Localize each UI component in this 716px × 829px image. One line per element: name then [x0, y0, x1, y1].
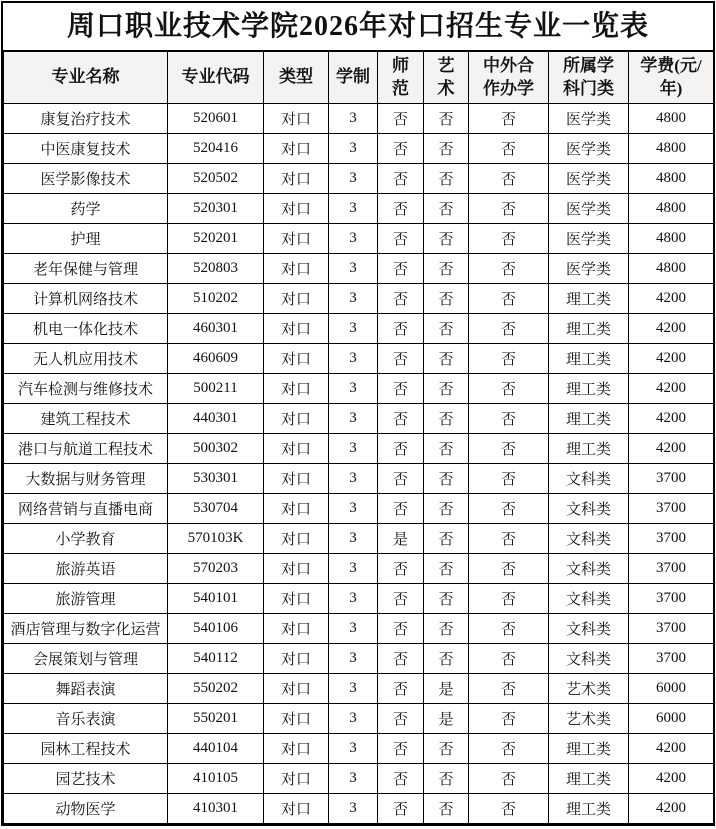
table-cell: 530301: [168, 464, 264, 494]
table-cell: 3: [329, 494, 378, 524]
table-cell: 否: [424, 164, 469, 194]
table-row: [4, 614, 714, 644]
column-header: 艺术: [424, 52, 469, 104]
table-cell: 文科类: [549, 494, 629, 524]
table-cell: 3700: [629, 464, 714, 494]
table-row: [4, 164, 714, 194]
table-cell: 否: [424, 464, 469, 494]
table-cell: 对口: [264, 644, 329, 674]
table-cell: 中医康复技术: [4, 134, 168, 164]
page-title: 周口职业技术学院2026年对口招生专业一览表: [3, 3, 713, 51]
table-cell: 无人机应用技术: [4, 344, 168, 374]
table-body: [4, 104, 714, 824]
table-cell: 小学教育: [4, 524, 168, 554]
table-row: [4, 134, 714, 164]
table-cell: 3700: [629, 614, 714, 644]
table-cell: 网络营销与直播电商: [4, 494, 168, 524]
table-cell: 3: [329, 794, 378, 824]
table-cell: 3: [329, 464, 378, 494]
table-cell: 否: [469, 134, 549, 164]
table-cell: 对口: [264, 794, 329, 824]
table-cell: 3: [329, 674, 378, 704]
table-cell: 3: [329, 134, 378, 164]
table-cell: 否: [378, 794, 424, 824]
column-header: 专业代码: [168, 52, 264, 104]
table-cell: 否: [424, 404, 469, 434]
table-cell: 4200: [629, 764, 714, 794]
table-cell: 理工类: [549, 284, 629, 314]
table-cell: 3: [329, 374, 378, 404]
table-cell: 否: [378, 614, 424, 644]
table-cell: 4200: [629, 344, 714, 374]
table-cell: 4200: [629, 734, 714, 764]
table-row: [4, 254, 714, 284]
table-cell: 舞蹈表演: [4, 674, 168, 704]
table-cell: 440104: [168, 734, 264, 764]
table-cell: 4800: [629, 194, 714, 224]
table-cell: 否: [469, 314, 549, 344]
table-cell: 3700: [629, 584, 714, 614]
table-cell: 对口: [264, 404, 329, 434]
table-cell: 对口: [264, 764, 329, 794]
table-cell: 4800: [629, 104, 714, 134]
table-cell: 否: [378, 194, 424, 224]
table-cell: 460609: [168, 344, 264, 374]
table-cell: 否: [378, 434, 424, 464]
table-cell: 570103K: [168, 524, 264, 554]
table-cell: 动物医学: [4, 794, 168, 824]
table-cell: 3: [329, 614, 378, 644]
table-cell: 520803: [168, 254, 264, 284]
table-row: [4, 794, 714, 824]
table-cell: 对口: [264, 674, 329, 704]
table-cell: 理工类: [549, 404, 629, 434]
table-cell: 否: [469, 554, 549, 584]
table-cell: 4200: [629, 284, 714, 314]
table-cell: 3: [329, 644, 378, 674]
table-cell: 否: [378, 374, 424, 404]
column-header: 中外合作办学: [469, 52, 549, 104]
table-cell: 否: [469, 224, 549, 254]
table-cell: 对口: [264, 194, 329, 224]
table-cell: 对口: [264, 614, 329, 644]
table-row: [4, 704, 714, 734]
table-cell: 540101: [168, 584, 264, 614]
table-cell: 否: [378, 344, 424, 374]
table-cell: 对口: [264, 164, 329, 194]
table-cell: 6000: [629, 704, 714, 734]
column-header: 专业名称: [4, 52, 168, 104]
table-cell: 否: [469, 644, 549, 674]
table-cell: 520416: [168, 134, 264, 164]
table-cell: 否: [378, 494, 424, 524]
table-cell: 否: [424, 554, 469, 584]
header-row: [4, 52, 714, 104]
table-cell: 医学类: [549, 194, 629, 224]
table-cell: 汽车检测与维修技术: [4, 374, 168, 404]
table-cell: 艺术类: [549, 704, 629, 734]
table-row: [4, 434, 714, 464]
table-cell: 否: [424, 104, 469, 134]
table-cell: 否: [424, 524, 469, 554]
table-row: [4, 464, 714, 494]
table-row: [4, 644, 714, 674]
table-cell: 4200: [629, 404, 714, 434]
column-header: 学制: [329, 52, 378, 104]
table-cell: 否: [378, 554, 424, 584]
table-cell: 520502: [168, 164, 264, 194]
table-cell: 否: [469, 584, 549, 614]
table-cell: 460301: [168, 314, 264, 344]
table-cell: 否: [469, 794, 549, 824]
table-cell: 否: [469, 764, 549, 794]
table-cell: 否: [424, 284, 469, 314]
table-cell: 计算机网络技术: [4, 284, 168, 314]
table-cell: 550201: [168, 704, 264, 734]
column-header: 所属学科门类: [549, 52, 629, 104]
table-cell: 4200: [629, 434, 714, 464]
table-cell: 医学类: [549, 164, 629, 194]
table-cell: 否: [424, 194, 469, 224]
table-cell: 医学类: [549, 224, 629, 254]
table-cell: 园艺技术: [4, 764, 168, 794]
table-cell: 老年保健与管理: [4, 254, 168, 284]
table-cell: 对口: [264, 734, 329, 764]
table-cell: 410105: [168, 764, 264, 794]
table-frame: [1, 1, 715, 826]
column-header: 类型: [264, 52, 329, 104]
table-cell: 500302: [168, 434, 264, 464]
table-row: [4, 764, 714, 794]
table-cell: 药学: [4, 194, 168, 224]
table-cell: 否: [469, 254, 549, 284]
table-cell: 否: [469, 734, 549, 764]
table-cell: 否: [378, 404, 424, 434]
table-cell: 对口: [264, 554, 329, 584]
table-cell: 否: [469, 524, 549, 554]
table-cell: 机电一体化技术: [4, 314, 168, 344]
table-cell: 对口: [264, 524, 329, 554]
table-cell: 文科类: [549, 614, 629, 644]
table-cell: 否: [469, 284, 549, 314]
table-row: [4, 224, 714, 254]
table-cell: 否: [424, 374, 469, 404]
table-cell: 对口: [264, 584, 329, 614]
table-cell: 对口: [264, 224, 329, 254]
table-cell: 是: [378, 524, 424, 554]
table-cell: 3: [329, 164, 378, 194]
table-cell: 3: [329, 734, 378, 764]
table-cell: 否: [469, 164, 549, 194]
table-cell: 3: [329, 524, 378, 554]
table-cell: 3: [329, 104, 378, 134]
table-cell: 3: [329, 434, 378, 464]
table-cell: 文科类: [549, 644, 629, 674]
table-cell: 酒店管理与数字化运营: [4, 614, 168, 644]
table-cell: 否: [424, 794, 469, 824]
table-cell: 否: [378, 254, 424, 284]
table-cell: 3: [329, 194, 378, 224]
table-cell: 对口: [264, 494, 329, 524]
table-cell: 艺术类: [549, 674, 629, 704]
table-cell: 对口: [264, 344, 329, 374]
table-cell: 520301: [168, 194, 264, 224]
table-cell: 510202: [168, 284, 264, 314]
table-cell: 医学类: [549, 104, 629, 134]
table-cell: 3700: [629, 554, 714, 584]
table-cell: 对口: [264, 434, 329, 464]
table-cell: 否: [424, 254, 469, 284]
table-cell: 4800: [629, 134, 714, 164]
table-cell: 520601: [168, 104, 264, 134]
table-row: [4, 584, 714, 614]
table-cell: 570203: [168, 554, 264, 584]
table-cell: 否: [378, 464, 424, 494]
table-row: [4, 104, 714, 134]
table-cell: 大数据与财务管理: [4, 464, 168, 494]
table-cell: 否: [469, 704, 549, 734]
table-cell: 440301: [168, 404, 264, 434]
table-cell: 音乐表演: [4, 704, 168, 734]
table-cell: 540106: [168, 614, 264, 644]
table-cell: 理工类: [549, 344, 629, 374]
table-cell: 否: [378, 104, 424, 134]
table-cell: 文科类: [549, 554, 629, 584]
table-row: [4, 344, 714, 374]
table-cell: 否: [378, 224, 424, 254]
table-cell: 文科类: [549, 584, 629, 614]
table-row: [4, 194, 714, 224]
table-cell: 否: [378, 734, 424, 764]
table-cell: 对口: [264, 104, 329, 134]
table-cell: 是: [424, 704, 469, 734]
table-cell: 否: [378, 704, 424, 734]
table-cell: 4200: [629, 374, 714, 404]
table-cell: 否: [469, 404, 549, 434]
table-row: [4, 494, 714, 524]
table-cell: 3: [329, 554, 378, 584]
table-cell: 文科类: [549, 524, 629, 554]
table-cell: 否: [469, 614, 549, 644]
table-cell: 否: [469, 344, 549, 374]
table-cell: 6000: [629, 674, 714, 704]
table-cell: 护理: [4, 224, 168, 254]
table-cell: 理工类: [549, 734, 629, 764]
table-cell: 500211: [168, 374, 264, 404]
table-cell: 医学影像技术: [4, 164, 168, 194]
table-cell: 否: [469, 104, 549, 134]
table-cell: 否: [469, 494, 549, 524]
table-cell: 否: [424, 224, 469, 254]
table-cell: 对口: [264, 254, 329, 284]
table-cell: 对口: [264, 284, 329, 314]
table-cell: 否: [378, 764, 424, 794]
table-cell: 否: [424, 734, 469, 764]
table-cell: 园林工程技术: [4, 734, 168, 764]
table-cell: 3: [329, 704, 378, 734]
table-cell: 3: [329, 224, 378, 254]
table-cell: 旅游英语: [4, 554, 168, 584]
table-cell: 旅游管理: [4, 584, 168, 614]
table-cell: 理工类: [549, 794, 629, 824]
table-row: [4, 524, 714, 554]
table-cell: 3700: [629, 494, 714, 524]
table-cell: 否: [378, 584, 424, 614]
table-cell: 3: [329, 344, 378, 374]
table-cell: 理工类: [549, 314, 629, 344]
table-row: [4, 674, 714, 704]
table-cell: 4800: [629, 164, 714, 194]
table-cell: 否: [424, 614, 469, 644]
table-cell: 520201: [168, 224, 264, 254]
table-cell: 否: [469, 674, 549, 704]
table-cell: 否: [424, 584, 469, 614]
table-cell: 对口: [264, 374, 329, 404]
table-cell: 540112: [168, 644, 264, 674]
table-row: [4, 284, 714, 314]
table-row: [4, 404, 714, 434]
table-cell: 是: [424, 674, 469, 704]
table-cell: 3: [329, 254, 378, 284]
table-cell: 4200: [629, 314, 714, 344]
table-cell: 理工类: [549, 434, 629, 464]
table-cell: 4800: [629, 254, 714, 284]
table-cell: 理工类: [549, 764, 629, 794]
table-cell: 否: [378, 674, 424, 704]
table-cell: 否: [469, 374, 549, 404]
table-cell: 港口与航道工程技术: [4, 434, 168, 464]
table-cell: 会展策划与管理: [4, 644, 168, 674]
table-cell: 否: [424, 494, 469, 524]
table-cell: 3700: [629, 644, 714, 674]
table-row: [4, 314, 714, 344]
table-cell: 3: [329, 284, 378, 314]
table-cell: 否: [469, 464, 549, 494]
table-cell: 文科类: [549, 464, 629, 494]
table-cell: 否: [424, 134, 469, 164]
table-cell: 4200: [629, 794, 714, 824]
table-cell: 410301: [168, 794, 264, 824]
table-row: [4, 374, 714, 404]
table-cell: 4800: [629, 224, 714, 254]
table-row: [4, 554, 714, 584]
table-cell: 3: [329, 584, 378, 614]
column-header: 师范: [378, 52, 424, 104]
table-cell: 否: [469, 194, 549, 224]
table-cell: 否: [378, 164, 424, 194]
table-cell: 否: [378, 314, 424, 344]
table-cell: 医学类: [549, 134, 629, 164]
admissions-table: [3, 51, 714, 824]
table-row: [4, 734, 714, 764]
table-cell: 3700: [629, 524, 714, 554]
table-cell: 否: [469, 434, 549, 464]
table-cell: 550202: [168, 674, 264, 704]
table-cell: 否: [378, 644, 424, 674]
table-cell: 否: [424, 344, 469, 374]
table-cell: 康复治疗技术: [4, 104, 168, 134]
table-cell: 否: [424, 644, 469, 674]
table-cell: 否: [424, 764, 469, 794]
table-cell: 否: [424, 434, 469, 464]
table-cell: 3: [329, 404, 378, 434]
column-header: 学费(元/年): [629, 52, 714, 104]
table-cell: 对口: [264, 704, 329, 734]
table-cell: 对口: [264, 134, 329, 164]
table-cell: 否: [424, 314, 469, 344]
table-cell: 3: [329, 314, 378, 344]
table-cell: 对口: [264, 464, 329, 494]
table-cell: 否: [378, 134, 424, 164]
table-cell: 否: [378, 284, 424, 314]
table-cell: 对口: [264, 314, 329, 344]
table-cell: 3: [329, 764, 378, 794]
table-cell: 理工类: [549, 374, 629, 404]
table-cell: 530704: [168, 494, 264, 524]
table-cell: 建筑工程技术: [4, 404, 168, 434]
table-cell: 医学类: [549, 254, 629, 284]
